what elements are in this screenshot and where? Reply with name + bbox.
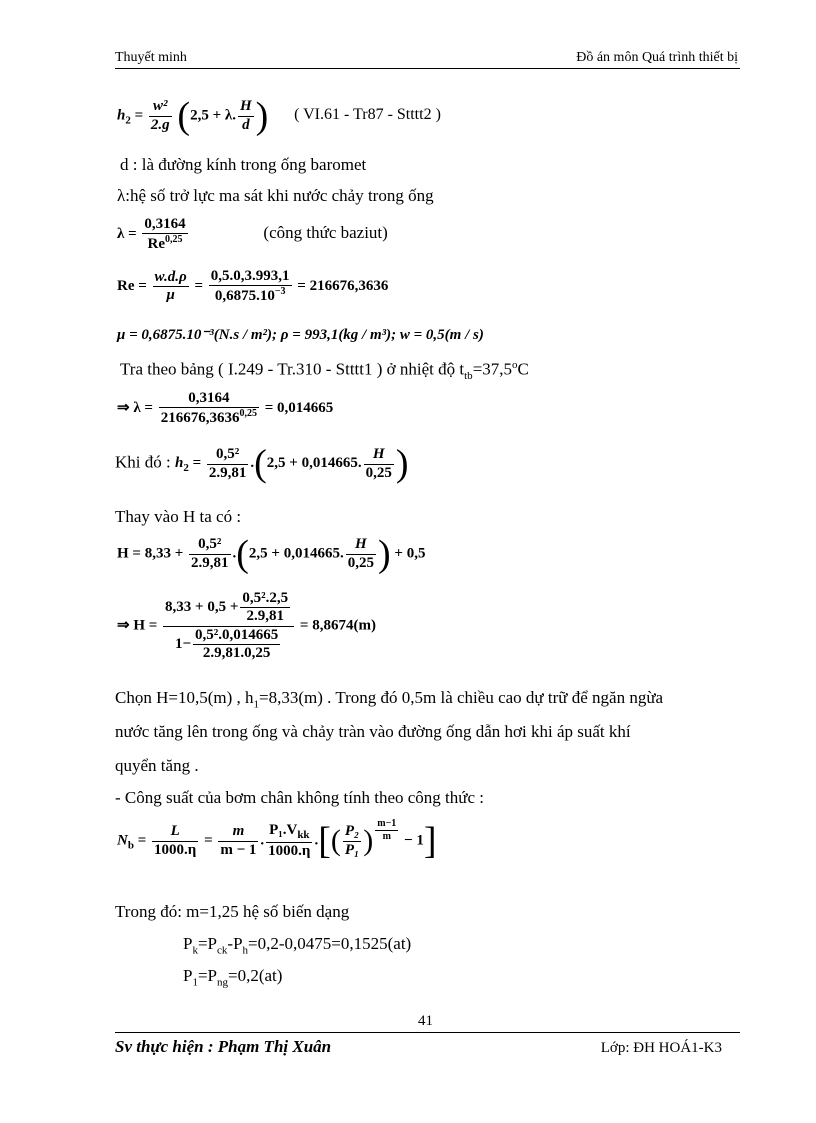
parameters-line: μ = 0,6875.10⁻³(N.s / m²); ρ = 993,1(kg / m³); w = 0,5(m / s) xyxy=(117,327,484,343)
header-left: Thuyết minh xyxy=(115,50,187,65)
text-line-trong-do: Trong đó: m=1,25 hệ số biến dạng xyxy=(115,902,350,921)
page-number: 41 xyxy=(418,1013,433,1029)
footer-rule xyxy=(115,1032,740,1033)
text-line-thay: Thay vào H ta có : xyxy=(115,507,242,526)
equation-H-solved: ⇒ H = 8,33 + 0,5 + $\frac{\text{0,5².2,5}}{2.9,81}$ 1− $\frac{\text{0,5².0,014665}}{2.9,81.0,25}$ = 8,8674(m) xyxy=(117,590,376,661)
equation-lambda-value: ⇒ λ = $\frac{0,3164}{216676,3636^{0,25}}$ = 0,014665 xyxy=(117,390,334,427)
paragraph-line-1: Chọn H=10,5(m) , $h_1=8,33(m)$ . Trong đó 0,5m là chiều cao dự trữ để ngăn ngừa xyxy=(115,688,664,711)
text-line-p1: $P_1=P_{ng}=0,2(at)$ xyxy=(183,966,283,989)
header-right: Đồ án môn Quá trình thiết bị xyxy=(576,50,738,65)
paragraph-line-3: quyển tăng . xyxy=(115,756,199,775)
paragraph-line-4: - Công suất của bơm chân không tính theo công thức : xyxy=(115,788,484,807)
footer-left: Sv thực hiện : Phạm Thị Xuân xyxy=(115,1037,332,1056)
header-rule xyxy=(115,68,740,69)
equation-reynolds: Re = $\frac{w.d.\rho}{\mu}$ = $\frac{0,5.0,3.993,1}{0,6875.10^{-3}}$ = 216676,3636 xyxy=(117,268,389,305)
text-line-lambda: λ:hệ số trở lực ma sát khi nước chảy trong ống xyxy=(117,186,434,205)
text-line-d: d : là đường kính trong ống baromet xyxy=(120,155,367,174)
equation-pump-power: $N_b$ = $\frac{L}{1000.\eta}$ = $\frac{m}{m - 1}$ . $\frac{P_1.V_{kk}}{1000.\eta}$ .[( $\frac{\text{P₂}}{\text{P₁}}$ ) $\frac{m-1}{m}$ − 1] xyxy=(117,818,437,862)
text-line-table-lookup: Tra theo bảng ( I.249 - Tr.310 - Stttt1 ) ở nhiệt độ $t_{tb}=37,5^oC$ xyxy=(120,359,529,383)
text-line-pk: $P_k=P_{ck}-P_h=0,2-0,0475=0,1525(at)$ xyxy=(183,934,412,957)
equation-reference: ( VI.61 - Tr87 - Stttt2 ) xyxy=(294,106,441,124)
footer-right: Lớp: ĐH HOÁ1-K3 xyxy=(600,1040,722,1056)
equation-lambda: λ = $\frac{0,3164}{Re^{0,25}}$ (công thức baziut) xyxy=(117,216,388,253)
equation-H: H = 8,33 + $\frac{\text{0,5²}}{2.9,81}$ .(2,5 + 0,014665. $\frac{H}{0,25}$ ) + 0,5 xyxy=(117,533,426,575)
baziut-note: (công thức baziut) xyxy=(263,223,388,243)
paragraph-line-2: nước tăng lên trong ống và chảy tràn vào đường ống dẫn hơi khi áp suất khí xyxy=(115,722,631,741)
equation-khi-do: Khi đó : $h_2$ = $\frac{\text{0,5²}}{2.9,81}$ .(2,5 + 0,014665. $\frac{H}{0,25}$ ) xyxy=(115,443,409,485)
equation-h2: $h_2$ = $\frac{\text{w²}}{2.g}$ (2,5 + λ. $\frac{H}{d}$ ) ( VI.61 - Tr87 - Stttt2 ) xyxy=(117,95,441,137)
